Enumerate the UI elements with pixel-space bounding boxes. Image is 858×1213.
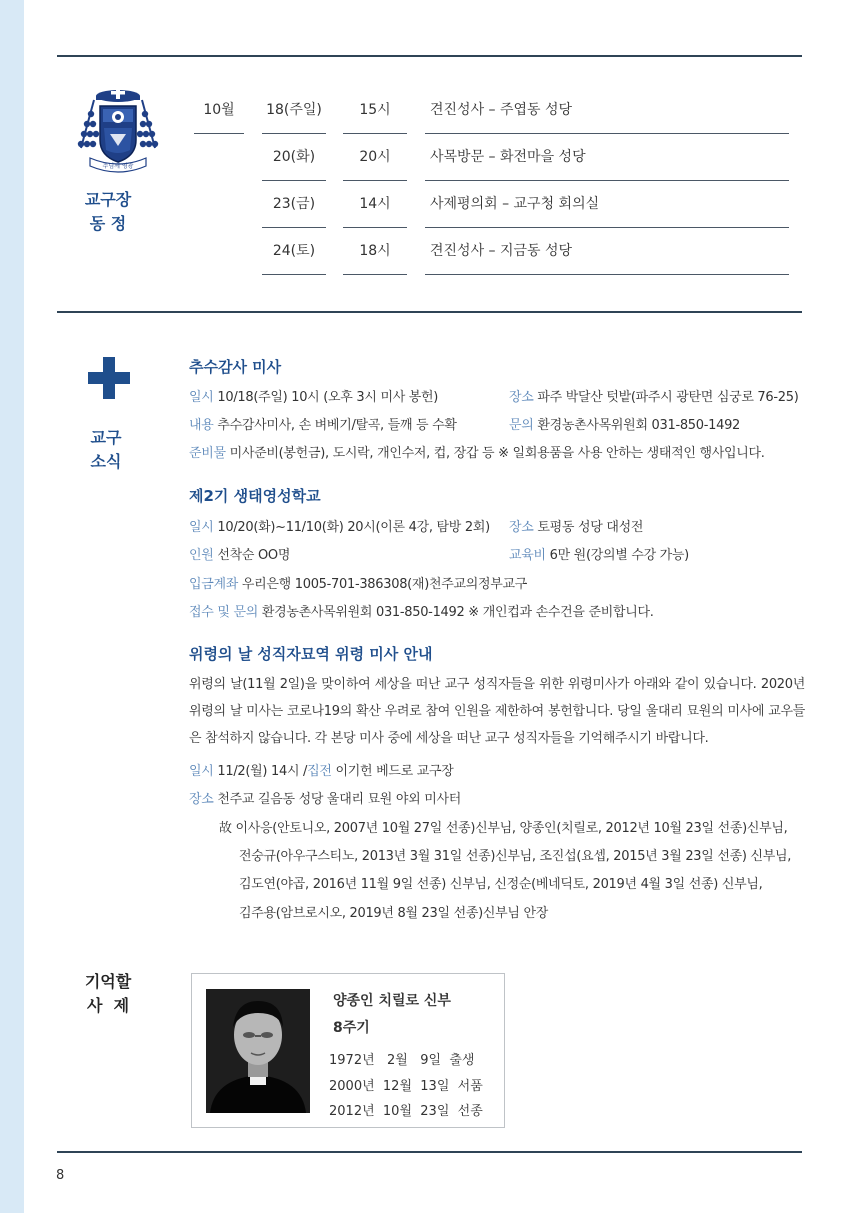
deceased-line: 김주용(암브로시오, 2019년 8월 23일 선종)신부님 안장: [239, 906, 548, 921]
eco-school-title: 제2기 생태영성학교: [189, 487, 321, 505]
memorial-mass-place: 장소 천주교 길음동 성당 울대리 묘원 야외 미사터: [189, 792, 462, 807]
diocese-seal-icon: [76, 86, 160, 176]
schedule-time: 18시: [343, 229, 407, 275]
priest-name: 양종인 치릴로 신부: [333, 993, 451, 1009]
schedule-time: 20시: [343, 135, 407, 181]
schedule-date: 18(주일): [262, 88, 326, 134]
schedule-side-title: 교구장 동 정: [84, 190, 132, 233]
memorial-mass-title: 위령의 날 성직자묘역 위령 미사 안내: [189, 645, 433, 663]
page-number: 8: [56, 1168, 65, 1183]
priest-event-row: 2000년 12월 13일 서품: [329, 1079, 483, 1094]
thanksgiving-prep: 준비물 미사준비(봉헌금), 도시락, 개인수저, 컵, 장갑 등 ※ 일회용품을 사용 안하는 생태적인 행사입니다.: [189, 446, 765, 461]
schedule-event: 사목방문 – 화전마을 성당: [425, 135, 789, 181]
schedule-month: 10월: [194, 88, 244, 134]
priest-portrait: [206, 989, 310, 1113]
thanksgiving-mass-title: 추수감사 미사: [189, 358, 282, 376]
memorial-anniversary: 8주기: [333, 1020, 370, 1036]
eco-school-date: 일시 10/20(화)~11/10(화) 20시(이론 4강, 탐방 2회): [189, 520, 490, 535]
memorial-side-title: 기억할 사 제: [84, 972, 132, 1015]
thanksgiving-place: 장소 파주 박달산 텃밭(파주시 광탄면 심궁로 76-25): [509, 390, 799, 405]
deceased-line: 김도연(야곱, 2016년 11월 9일 선종) 신부님, 신정순(베네딕토, 2019년 4월 3일 선종) 신부님,: [239, 877, 763, 892]
eco-school-account: 입금계좌 우리은행 1005-701-386308(재)천주교의정부교구: [189, 577, 528, 592]
schedule-date: 23(금): [262, 182, 326, 228]
deceased-line: 故 이사응(안토니오, 2007년 10월 27일 선종)신부님, 양종인(치릴로, 2012년 10월 23일 선종)신부님,: [219, 821, 788, 836]
top-rule: [57, 55, 802, 57]
seal-motto: 주님께 영광: [102, 163, 134, 170]
priest-event-row: 1972년 2월 9일 출생: [329, 1053, 475, 1068]
thanksgiving-inquiry: 문의 환경농촌사목위원회 031-850-1492: [509, 418, 741, 433]
eco-school-people: 인원 선착순 OO명: [189, 548, 291, 563]
eco-school-place: 장소 토평동 성당 대성전: [509, 520, 644, 535]
memorial-mass-paragraph: 위령의 날(11월 2일)을 맞이하여 세상을 떠난 교구 성직자들을 위한 위령미사가 아래와 같이 있습니다. 2020년 위령의 날 미사는 코로나19의 확산 우려로 참여 인원을 제한하여 봉헌합니다. 당일 울대리 묘원의 미사에 교우들은 참석하지 않습니다. 각 본당 미사 중에 세상을 떠난 교구 성직자들을 기억해주시기 바랍니다.: [189, 677, 805, 746]
schedule-time: 15시: [343, 88, 407, 134]
news-side-title: 교구 소식: [90, 428, 122, 471]
schedule-event: 견진성사 – 지금동 성당: [425, 229, 789, 275]
memorial-mass-date: 일시 11/2(월) 14시 /집전 이기헌 베드로 교구장: [189, 764, 454, 779]
eco-school-apply: 접수 및 문의 환경농촌사목위원회 031-850-1492 ※ 개인컵과 손수건을 준비합니다.: [189, 605, 654, 620]
deceased-line: 전숭규(아우구스티노, 2013년 3월 31일 선종)신부님, 조진섭(요셉, 2015년 3월 23일 선종) 신부님,: [239, 849, 792, 864]
eco-school-fee: 교육비 6만 원(강의별 수강 가능): [509, 548, 689, 563]
priest-event-row: 2012년 10월 23일 선종: [329, 1104, 483, 1119]
schedule-event: 견진성사 – 주엽동 성당: [425, 88, 789, 134]
cross-icon: [88, 357, 130, 399]
section-rule: [57, 311, 802, 313]
thanksgiving-content: 내용 추수감사미사, 손 벼베기/탈곡, 들깨 등 수확: [189, 418, 457, 433]
bottom-rule: [57, 1151, 802, 1153]
schedule-date: 20(화): [262, 135, 326, 181]
left-side-band: [0, 0, 24, 1213]
thanksgiving-date: 일시 10/18(주일) 10시 (오후 3시 미사 봉헌): [189, 390, 439, 405]
schedule-event: 사제평의회 – 교구청 회의실: [425, 182, 789, 228]
schedule-time: 14시: [343, 182, 407, 228]
schedule-date: 24(토): [262, 229, 326, 275]
